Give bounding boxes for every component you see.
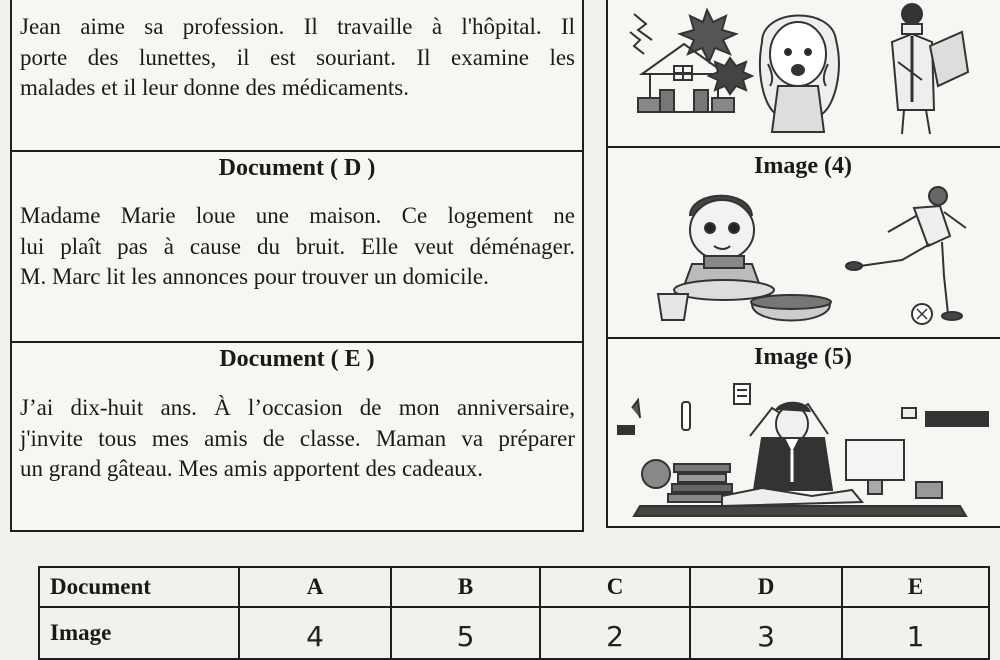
answer-table (38, 566, 990, 660)
row-label-image: Image (39, 607, 239, 659)
document-c-text: Jean aime sa profession. Il travaille à l'hôpital. Il porte des lunettes, il est souriant. Il examine les malades et il leur donne des médicaments. (20, 14, 575, 100)
answer-e: 1 (842, 607, 989, 659)
answer-table-image-row (39, 607, 989, 659)
noisy-house-illustration (612, 2, 996, 142)
document-d-title: Document ( D ) (218, 155, 376, 181)
header-e: E (842, 567, 989, 607)
boy-eating-and-football-illustration (640, 186, 990, 332)
stressed-office-worker-illustration (612, 378, 996, 522)
document-d-text: Madame Marie loue une maison. Ce logement ne lui plaît pas à cause du bruit. Elle veut déménager. M. Marc lit les annonces pour trouver un domicile. (20, 203, 575, 289)
answer-table-header-row (39, 567, 989, 607)
header-c: C (540, 567, 690, 607)
image-4-title: Image (4) (754, 153, 852, 179)
divider-c-d (10, 150, 584, 152)
document-e-title: Document ( E ) (219, 346, 375, 372)
answer-d: 3 (690, 607, 842, 659)
answer-b: 5 (391, 607, 540, 659)
answer-c: 2 (540, 607, 690, 659)
header-d: D (690, 567, 842, 607)
answer-a: 4 (239, 607, 391, 659)
divider-img4-img5 (606, 337, 1000, 339)
header-a: A (239, 567, 391, 607)
image-5-title: Image (5) (754, 344, 852, 370)
divider-img3-img4 (606, 146, 1000, 148)
header-b: B (391, 567, 540, 607)
document-e-text: J’ai dix-huit ans. À l’occasion de mon anniversaire, j'invite tous mes amis de classe. Maman va préparer un grand gâteau. Mes amis apportent des cadeaux. (20, 395, 575, 481)
divider-d-e (10, 341, 584, 343)
header-document: Document (39, 567, 239, 607)
